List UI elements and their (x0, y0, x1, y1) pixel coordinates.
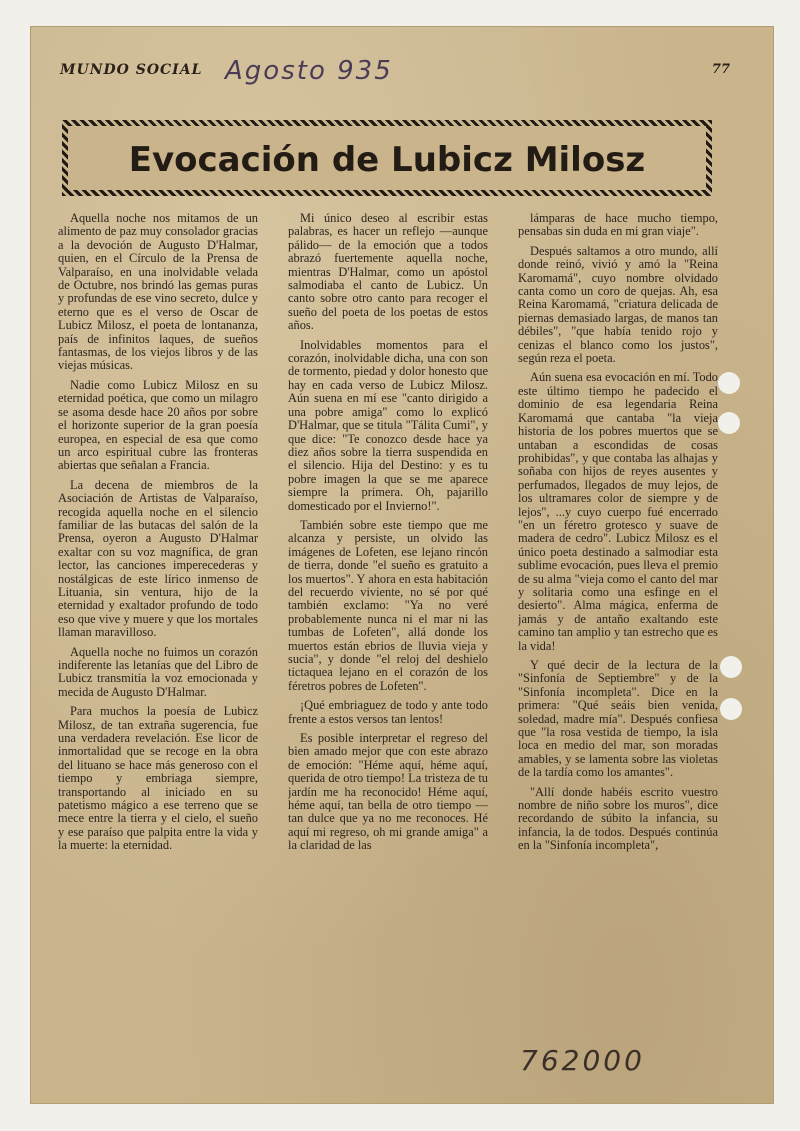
masthead: MUNDO SOCIAL (60, 62, 203, 78)
article-body (58, 212, 724, 1034)
paragraph: Es posible interpretar el regreso del bien amado mejor que con este abrazo de emoción: "Héme aquí, héme aquí, querida de otro tiempo! La tristeza de tu jardín me ha reconocido! Héme aquí, héme aquí, tan bella de otro tiempo —tan dulce que ya no me reconoces. Hé aquí mi regreso, oh mi grande amiga" a la claridad de las (288, 731, 488, 853)
paragraph: Aún suena esa evocación en mí. Todo este último tiempo he padecido el dominio de esa legendaria Reina Karomamá que cantaba "la vieja historia de los pobres muertos que se untaban a escondidas de cosas prohibidas", y que contaba las alhajas y soñaba con hijos de reyes ausentes y perfumados, llegados de muy lejos, de los ultramares color de siempre y de lejos", ...y cuyo cuerpo fué encerrado "en un féretro grotesco y suave de madera de cedro". Lubicz Milosz es el único poeta destinado a salmodiar esta sublime evocación, pues lleva el premio de su alma "vieja como el canto del mar y solitaria como una esfinge en el desierto". Alma mágica, enferma de jamás y de antaño exaltando este camino tan amplio y tan estrecho que es la vida! (518, 370, 718, 653)
page-header (30, 56, 770, 90)
paragraph: Aquella noche no fuimos un corazón indiferente las letanías que del Libro de Lubicz transmitía la voz emocionada y mecida de Augusto D'Halmar. (58, 644, 258, 699)
handwritten-date: Agosto 935 (225, 56, 393, 86)
paragraph: Después saltamos a otro mundo, allí donde reinó, vivió y amó la "Reina Karomamá", cuyo nombre olvidado canta como un coro de quejas. Ah, esa Reina Karomamá, "criatura delicada de piernas demasiado largas, de manos tan débiles", "que había tenido rojo y cenizas el blanco como los justos", según reza el poeta. (518, 243, 718, 366)
page-number: 77 (711, 62, 730, 77)
paragraph: "Allí donde habéis escrito vuestro nombre de niño sobre los muros", dice recordando de súbito la infancia, su infancia, la de todos. Después continúa en la "Sinfonía incompleta", (518, 784, 718, 853)
article-column-1 (58, 212, 258, 1034)
paragraph: Mi único deseo al escribir estas palabras, es hacer un reflejo —aunque pálido— de la emoción que a todos abrazó fuertemente aquella noche, mientras D'Halmar, como un apóstol salmodiaba el canto de Lubicz. Un canto sobre otro canto para recoger el sueño del poeta de los poetas de estos años. (288, 212, 488, 333)
paragraph: lámparas de hace mucho tiempo, pensabas sin duda en mi gran viaje". (518, 212, 718, 239)
paragraph: También sobre este tiempo que me alcanza y persiste, un olvido las imágenes de Lofeten, ese lejano rincón de tierra, donde "el sueño es gratuito a los muertos". Y ahora en esta habitación del recuerdo viviente, no sé por qué también exclamo: "Ya no veré probablemente nunca ni el mar ni las tumbas de Lofeten", allá donde los muertos están ebrios de lluvia vieja y sucia", y donde "el reloj del deshielo tictaquea lejano en el corazón de los féretros pobres de Lofeten". (288, 517, 488, 693)
paragraph: Nadie como Lubicz Milosz en su eternidad poética, que como un milagro se asoma desde hace 20 años por sobre el horizonte superior de la gran poesía europea, en especial de esa que como un arco espiritual cubre las fronteras abiertas que señalan a Francia. (58, 377, 258, 473)
article-title: Evocación de Lubicz Milosz (128, 140, 646, 180)
paragraph: Aquella noche nos mitamos de un alimento de paz muy consolador gracias a la devoción de Augusto D'Halmar, quien, en el Círculo de la Prensa de Valparaíso, en una inolvidable velada de Octubre, nos brindó las gemas puras y profundas de ese vino secreto, dulce y eterno que es el verso de Oscar de Lubicz Milosz, el poeta de lontananza, país de infinitos laques, de sueños fantasmas, de los viejos libros y de las viejas músicas. (58, 212, 258, 373)
article-column-2 (288, 212, 488, 1034)
article-column-3 (518, 212, 718, 1034)
paragraph: Para muchos la poesía de Lubicz Milosz, de tan extraña sugerencia, fue una verdadera revelación. Ese licor de inmortalidad que se recoge en la obra del lituano se hace más generoso con el tiempo y embriaga siempre, transportando al iniciado en su patetismo mágico a ese terreno que se mece entre la tierra y el cielo, el sueño y ese paraíso que palpita entre la vida y la muerte: la eternidad. (58, 704, 258, 853)
title-frame (62, 120, 712, 196)
paragraph: La decena de miembros de la Asociación de Artistas de Valparaíso, recogida aquella noche en el silencio familiar de las butacas del salón de la Prensa, oyeron a Augusto D'Halmar exaltar con su voz magnífica, de gran lector, las canciones imperecederas y nostálgicas de este lírico inmenso de Lituania, sin ventura, hijo de la eternidad y exaltador profundo de todo eso que vive y muere y que los mortales llaman maravilloso. (58, 477, 258, 640)
paragraph: ¡Qué embriaguez de todo y ante todo frente a estos versos tan lentos! (288, 698, 488, 726)
handwritten-catalog-number: 762000 (520, 1044, 645, 1077)
paragraph: Inolvidables momentos para el corazón, inolvidable dicha, una con son de tormento, piedad y dolor honesto que hay en cada verso de Lubicz Milosz. Aún suena en mí ese "canto dirigido a una pobre amiga" como lo explicó D'Halmar, que se titula "Tálita Cumi", y que dice: "Te conozco desde hace ya diez años sobre la tierra suspendida en el silencio. Hija del Destino: y es tu pobre imagen la que se me aparece siempre la primera. Oh, pajarillo domesticado por el Invierno!". (288, 337, 488, 513)
paragraph: Y qué decir de la lectura de la "Sinfonía de Septiembre" y de la "Sinfonía incompleta". Dice en la primera: "Qué seáis bien venida, soledad, madre mía". Después confiesa que "la rosa vestida de tiempo, la isla loca en medio del mar, son moradas amables, y se lamenta sobre las violetas de la tardía como los amantes". (518, 658, 718, 780)
